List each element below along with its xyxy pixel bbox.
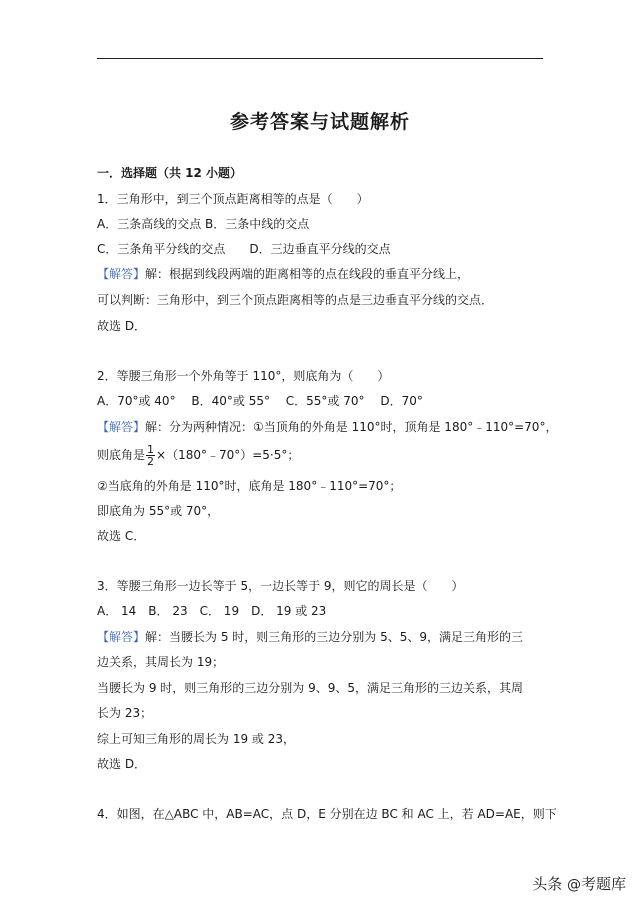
q4-stem: 4．如图，在△ABC 中，AB=AC，点 D，E 分别在边 BC 和 AC 上，若 AD=AE，则下 [97, 807, 557, 821]
header-rule [97, 58, 543, 59]
answer-tag: 【解答】 [97, 420, 146, 434]
answer-tag: 【解答】 [97, 630, 146, 644]
q2-options: A．70°或 40° B．40°或 55° C．55°或 70° D．70° [97, 394, 423, 408]
q3-answer-line-4: 长为 23； [97, 706, 153, 720]
q3-answer-line-1 [97, 629, 523, 645]
q2-answer-line-4: 即底角为 55°或 70°， [97, 504, 220, 518]
q1-answer-text-1: 解：根据到线段两端的距离相等的点在线段的垂直平分线上， [145, 267, 470, 281]
page-title: 参考答案与试题解析 [229, 111, 410, 133]
q1-stem: 1．三角形中，到三个顶点距离相等的点是（ ） [97, 192, 369, 206]
q1-answer-line-2: 可以判断：三角形中，到三个顶点距离相等的点是三边垂直平分线的交点． [97, 293, 494, 307]
at-icon: @ [566, 877, 581, 893]
q3-answer-line-5: 综上可知三角形的周长为 19 或 23， [97, 732, 295, 746]
q2-stem: 2．等腰三角形一个外角等于 110°，则底角为（ ） [97, 369, 390, 383]
q3-stem: 3．等腰三角形一边长等于 5，一边长等于 9，则它的周长是（ ） [97, 579, 464, 593]
fraction-numerator: 1 [147, 443, 155, 456]
q2-answer-prefix: 则底角是 [97, 448, 146, 462]
fraction-one-half [146, 444, 155, 467]
q2-answer-text-1: 解：分为两种情况：①当顶角的外角是 110°时，顶角是 180°﹣110°=70°， [145, 420, 558, 434]
q1-answer-line-1 [97, 266, 469, 282]
q2-answer-suffix: ×（180°﹣70°）=5·5°； [156, 448, 300, 462]
q2-answer-line-1 [97, 419, 557, 435]
q2-answer-line-3: ②当底角的外角是 110°时，底角是 180°﹣110°=70°； [97, 479, 402, 493]
fraction-denominator: 2 [147, 455, 155, 468]
section-heading: 一．选择题（共 12 小题） [97, 166, 243, 180]
q1-options-ab: A．三条高线的交点 B．三条中线的交点 [97, 217, 310, 231]
q2-choice: 故选 C． [97, 529, 146, 543]
q3-answer-line-3: 当腰长为 9 时，则三角形的三边分别为 9、9、5，满足三角形的三边关系，其周 [97, 681, 523, 695]
watermark-source: 头条 [532, 875, 563, 893]
answer-tag: 【解答】 [97, 267, 146, 281]
q3-options: A． 14 B． 23 C． 19 D． 19 或 23 [97, 604, 327, 618]
watermark-name: 考题库 [580, 875, 626, 893]
q3-answer-line-2: 边关系，其周长为 19； [97, 655, 225, 669]
q3-choice: 故选 D． [97, 757, 147, 771]
watermark [532, 873, 626, 894]
q1-choice: 故选 D． [97, 319, 147, 333]
q2-answer-line-2 [97, 444, 299, 467]
q3-answer-text-1: 解：当腰长为 5 时，则三角形的三边分别为 5、5、9，满足三角形的三 [145, 630, 524, 644]
q1-options-cd: C．三条角平分线的交点 D．三边垂直平分线的交点 [97, 242, 391, 256]
